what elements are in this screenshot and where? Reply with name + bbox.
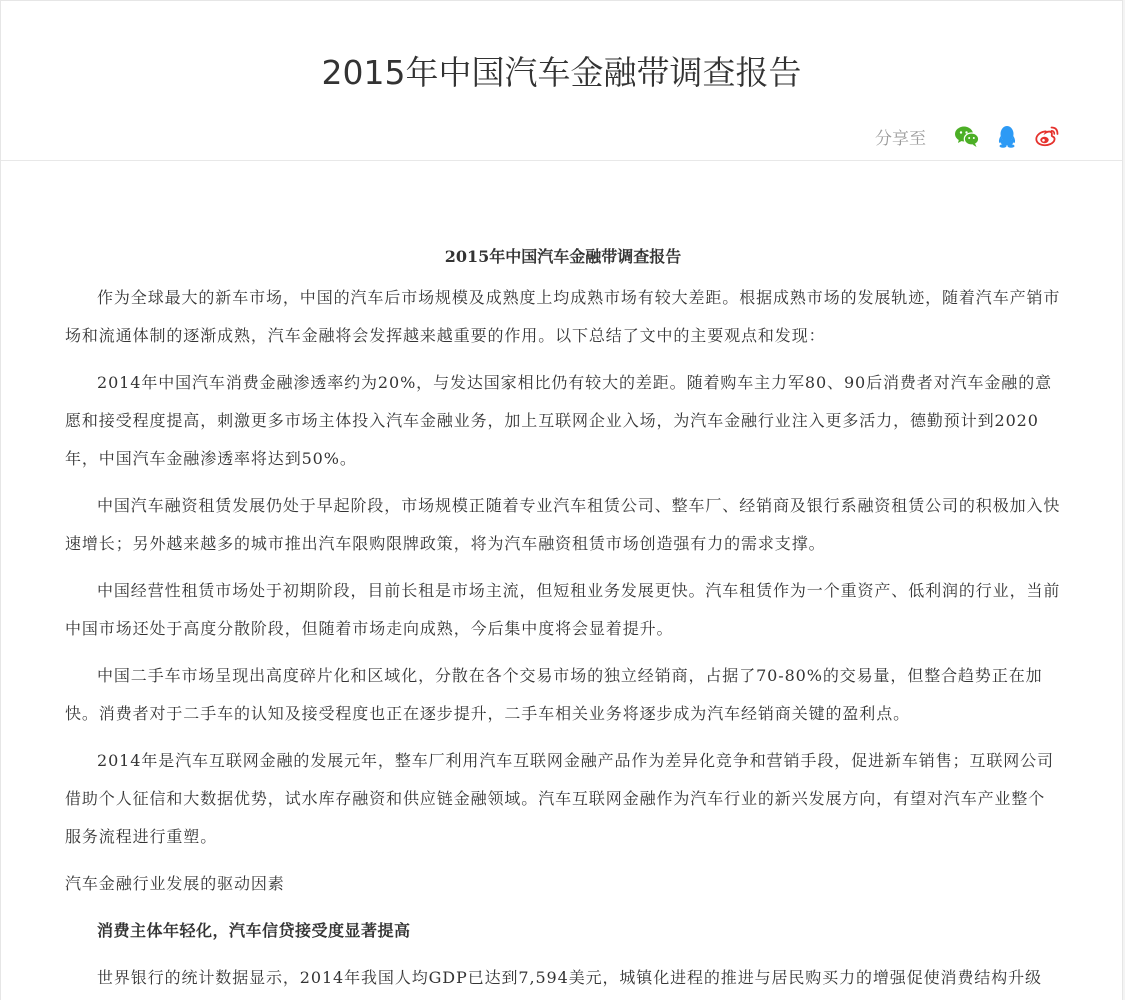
share-bar xyxy=(875,121,1060,151)
page-header xyxy=(1,1,1122,161)
article-paragraph: 中国汽车融资租赁发展仍处于早起阶段，市场规模正随着专业汽车租赁公司、整车厂、经销商及银行系融资租赁公司的积极加入快速增长；另外越来越多的城市推出汽车限购限牌政策，将为汽车融资租赁市场创造强有力的需求支撑。 xyxy=(65,496,1061,553)
article-body xyxy=(65,237,1061,1000)
section-subheading: 消费主体年轻化，汽车信贷接受度显著提高 xyxy=(97,921,411,940)
article-paragraph: 作为全球最大的新车市场，中国的汽车后市场规模及成熟度上均成熟市场有较大差距。根据成熟市场的发展轨迹，随着汽车产销市场和流通体制的逐渐成熟，汽车金融将会发挥越来越重要的作用。以下总结了文中的主要观点和发现： xyxy=(65,288,1061,345)
article-paragraph: 中国二手车市场呈现出高度碎片化和区域化，分散在各个交易市场的独立经销商，占据了70-80%的交易量，但整合趋势正在加快。消费者对于二手车的认知及接受程度也正在逐步提升，二手车相关业务将逐步成为汽车经销商关键的盈利点。 xyxy=(65,666,1043,723)
page-title: 2015年中国汽车金融带调查报告 xyxy=(321,53,802,92)
article-paragraph: 2014年是汽车互联网金融的发展元年，整车厂利用汽车互联网金融产品作为差异化竞争和营销手段，促进新车销售；互联网公司借助个人征信和大数据优势，试水库存融资和供应链金融领域。汽车互联网金融作为汽车行业的新兴发展方向，有望对汽车产业整个服务流程进行重塑。 xyxy=(65,751,1054,846)
article-title: 2015年中国汽车金融带调查报告 xyxy=(444,247,682,266)
share-label: 分享至 xyxy=(875,128,926,149)
wechat-icon[interactable] xyxy=(954,123,980,149)
article-paragraph: 2014年中国汽车消费金融渗透率约为20%，与发达国家相比仍有较大的差距。随着购车主力军80、90后消费者对汽车金融的意愿和接受程度提高，刺激更多市场主体投入汽车金融业务，加上互联网企业入场，为汽车金融行业注入更多活力，德勤预计到2020年，中国汽车金融渗透率将达到50%。 xyxy=(65,373,1053,468)
article-paragraph: 中国经营性租赁市场处于初期阶段，目前长租是市场主流，但短租业务发展更快。汽车租赁作为一个重资产、低利润的行业，当前中国市场还处于高度分散阶段，但随着市场走向成熟，今后集中度将会显着提升。 xyxy=(65,581,1061,638)
weibo-icon[interactable] xyxy=(1034,123,1060,149)
article-paragraph: 世界银行的统计数据显示，2014年我国人均GDP已达到7,594美元，城镇化进程的推进与居民购买力的增强促使消费结构升级 xyxy=(97,968,1042,987)
section-label: 汽车金融行业发展的驱动因素 xyxy=(65,874,285,893)
qq-icon[interactable] xyxy=(994,123,1020,149)
